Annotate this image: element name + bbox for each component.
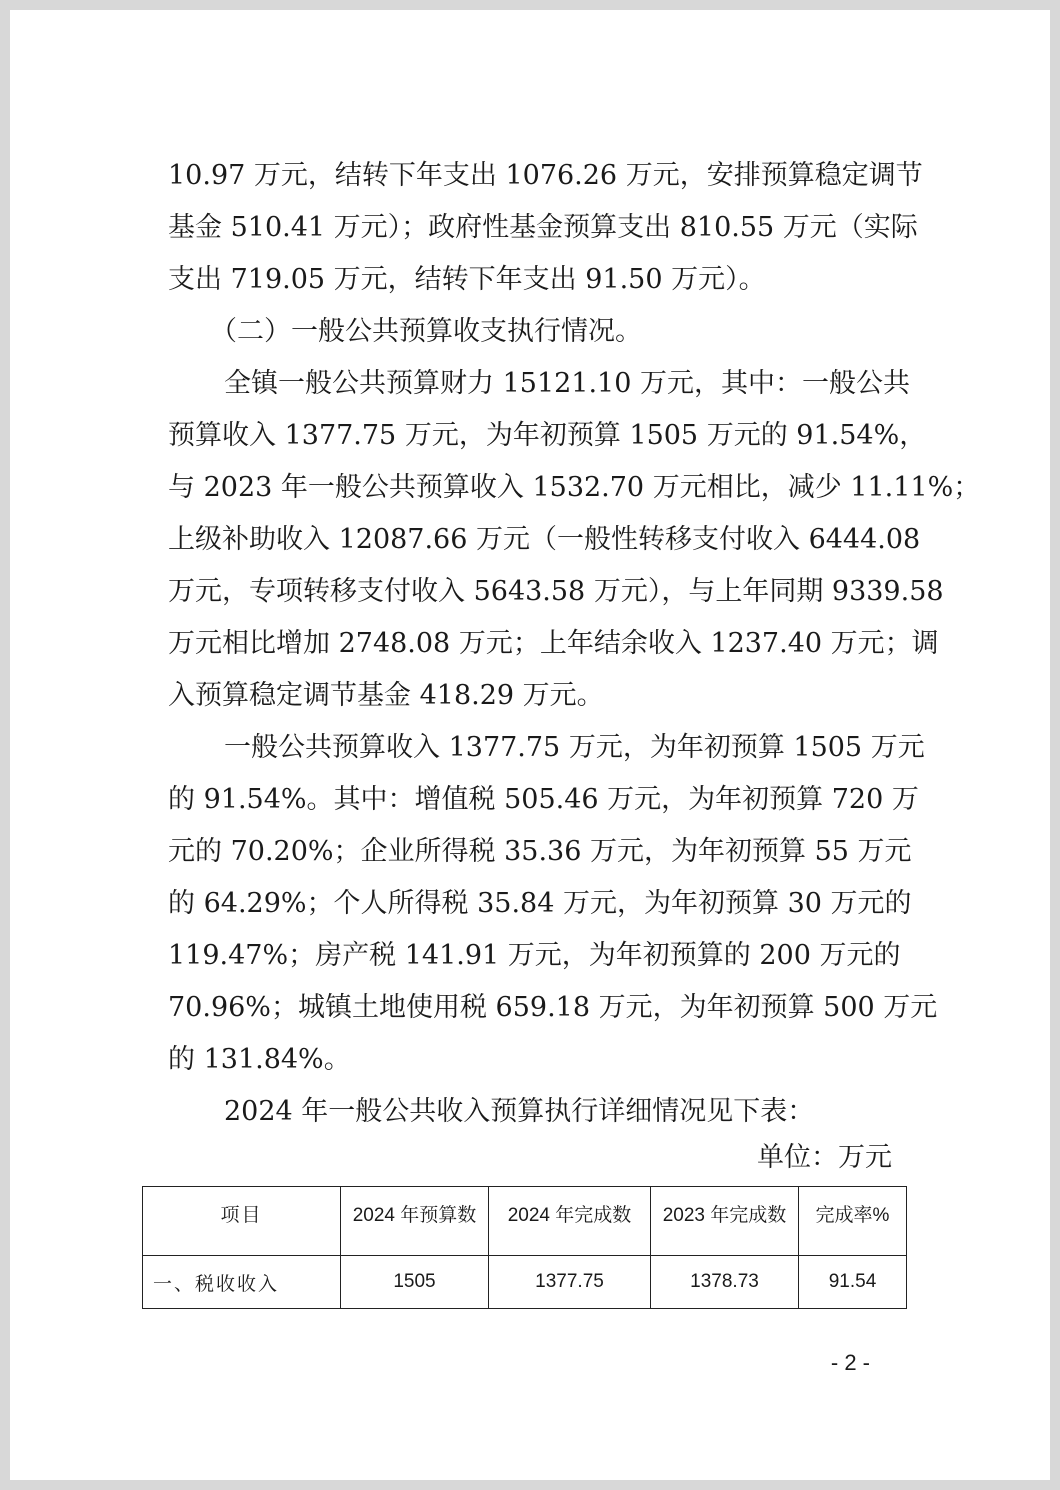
- paragraph-line: 支出 719.05 万元，结转下年支出 91.50 万元）。: [168, 264, 766, 295]
- cell-completion-rate: 91.54: [799, 1256, 907, 1309]
- header-completed-2023: 2023 年完成数: [651, 1187, 799, 1256]
- document-page: [10, 10, 1050, 1480]
- table-intro: 2024 年一般公共收入预算执行详细情况见下表：: [224, 1096, 815, 1127]
- unit-label: 单位：万元: [757, 1142, 892, 1173]
- paragraph-line: 10.97 万元，结转下年支出 1076.26 万元，安排预算稳定调节: [168, 160, 923, 191]
- paragraph-line: 上级补助收入 12087.66 万元（一般性转移支付收入 6444.08: [168, 524, 921, 555]
- paragraph-line: 元的 70.20%；企业所得税 35.36 万元，为年初预算 55 万元: [168, 836, 912, 867]
- paragraph-line: 的 64.29%；个人所得税 35.84 万元，为年初预算 30 万元的: [168, 888, 912, 919]
- paragraph-line: 的 91.54%。其中：增值税 505.46 万元，为年初预算 720 万: [168, 784, 919, 815]
- row-label: 一、税收收入: [143, 1256, 341, 1309]
- paragraph-line: 全镇一般公共预算财力 15121.10 万元，其中：一般公共: [224, 368, 910, 399]
- table-header-row: [143, 1187, 907, 1256]
- cell-completed-2023: 1378.73: [651, 1256, 799, 1309]
- paragraph-line: 与 2023 年一般公共预算收入 1532.70 万元相比，减少 11.11%；: [168, 472, 981, 503]
- paragraph-line: 万元相比增加 2748.08 万元；上年结余收入 1237.40 万元；调: [168, 628, 939, 659]
- section-heading: （二）一般公共预算收支执行情况。: [210, 316, 642, 347]
- paragraph-line: 万元，专项转移支付收入 5643.58 万元），与上年同期 9339.58: [168, 576, 944, 607]
- table-row: [143, 1256, 907, 1309]
- header-completion-rate: 完成率%: [799, 1187, 907, 1256]
- paragraph-line: 70.96%；城镇土地使用税 659.18 万元，为年初预算 500 万元: [168, 992, 938, 1023]
- paragraph-line: 的 131.84%。: [168, 1044, 351, 1075]
- paragraph-line: 基金 510.41 万元）；政府性基金预算支出 810.55 万元（实际: [168, 212, 918, 243]
- cell-budget-2024: 1505: [341, 1256, 489, 1309]
- page-number: - 2 -: [830, 1350, 870, 1375]
- budget-table: [142, 1186, 907, 1309]
- header-completed-2024: 2024 年完成数: [489, 1187, 651, 1256]
- paragraph-line: 一般公共预算收入 1377.75 万元，为年初预算 1505 万元: [224, 732, 925, 763]
- header-item: 项目: [143, 1187, 341, 1256]
- header-budget-2024: 2024 年预算数: [341, 1187, 489, 1256]
- cell-completed-2024: 1377.75: [489, 1256, 651, 1309]
- paragraph-line: 预算收入 1377.75 万元，为年初预算 1505 万元的 91.54%，: [168, 420, 927, 451]
- paragraph-line: 119.47%；房产税 141.91 万元，为年初预算的 200 万元的: [168, 940, 901, 971]
- paragraph-line: 入预算稳定调节基金 418.29 万元。: [168, 680, 604, 711]
